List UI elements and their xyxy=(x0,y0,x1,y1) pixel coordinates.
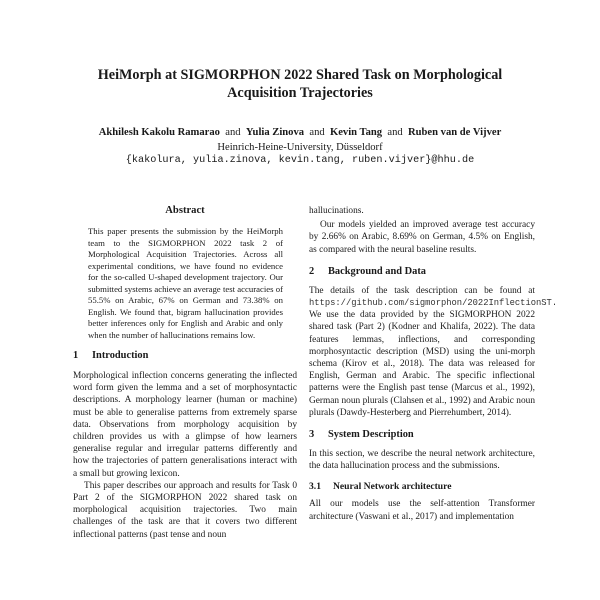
task-url-link[interactable]: https://github.com/sigmorphon/2022InflectionST. xyxy=(309,298,558,309)
author-name: Ruben van de Vijver xyxy=(407,127,502,138)
author-name: Akhilesh Kakolu Ramarao xyxy=(98,127,220,138)
abstract-text: This paper presents the submission by the HeiMorph team to the SIGMORPHON 2022 task 2 of Morphological Acquisition Trajectories. Across all experimental conditions, we have found no evidence for the so-called U-shaped development trajectory. Our submitted systems achieve an average test accuracies of 55.5% on Arabic, 67% on German and 73.38% on English. We found that, bigram hallucination provides better inferences only for English and Arabic and only when the number of hallucinations remains low. xyxy=(88,226,283,340)
section-number: 3 xyxy=(309,429,315,441)
background-text: We use the data provided by the SIGMORPHON 2022 shared task (Part 2) (Kodner and Khalifa, 2022). The data features lemmas, inflections, and corresponding morphosyntactic description (MSD) using the uni-morph schema (Kirov et al., 2018). The data was released for English, German and Arabic. The specific inflectional patterns were the English past tense (Marcus et al., 1992), German noun plurals (Clahsen et al., 1992) and Arabic noun plurals (Dawdy-Hesterberg and Pierrehumbert, 2014). xyxy=(309,310,535,418)
section-number: 2 xyxy=(309,265,315,277)
author-name: Kevin Tang xyxy=(329,127,383,138)
abstract-heading: Abstract xyxy=(165,205,205,216)
results-paragraph: Our models yielded an improved average test accuracy by 2.66% on Arabic, 8.69% on German, 4.5% on English, as compared with the neural baseline results. xyxy=(309,220,535,255)
paper-title xyxy=(60,66,540,102)
intro-paragraph-1: Morphological inflection concerns generating the inflected word form given the lemma and a set of morphosyntactic descriptions. A morphology learner (human or machine) must be able to generalise patterns from extremely sparse data. Observations from morphology acquisition by children provides us with a glimpse of how learners generalise regular and irregular patterns differently and how the trajectories of pattern generalisations interact with a small but growing lexicon. xyxy=(73,371,297,479)
section-title: System Description xyxy=(328,429,414,441)
title-line-2: Acquisition Trajectories xyxy=(227,85,373,101)
author-name: Yulia Zinova xyxy=(245,127,305,138)
section-title: Introduction xyxy=(92,350,149,361)
author-list xyxy=(40,125,560,140)
section-heading-system xyxy=(309,429,535,440)
subsection-number: 3.1 xyxy=(309,481,321,493)
system-paragraph: In this section, we describe the neural network architecture, the data hallucination process and the submissions. xyxy=(309,449,535,472)
title-line-1: HeiMorph at SIGMORPHON 2022 Shared Task on Morphological xyxy=(97,67,503,83)
author-separator: and xyxy=(387,127,403,138)
intro-paragraph-2: This paper describes our approach and results for Task 0 Part 2 of the SIGMORPHON 2022 shared task on morphological acquisition trajectories. Two main challenges of the task are that it covers two different inflectional patterns (past tense and noun xyxy=(73,480,297,540)
author-emails: {kakolura, yulia.zinova, kevin.tang, ruben.vijver}@hhu.de xyxy=(125,155,475,166)
subsection-title: Neural Network architecture xyxy=(333,481,452,493)
background-intro-text: The details of the task description can be found at xyxy=(309,285,535,296)
section-heading-background xyxy=(309,266,535,277)
left-column xyxy=(73,350,297,541)
right-column xyxy=(309,205,558,523)
background-paragraph xyxy=(309,285,558,419)
affiliation: Heinrich-Heine-University, Düsseldorf xyxy=(217,142,383,153)
section-number: 1 xyxy=(73,350,79,361)
subsection-heading-architecture xyxy=(309,481,535,492)
author-separator: and xyxy=(225,127,241,138)
continued-text: hallucinations. xyxy=(309,206,364,216)
author-separator: and xyxy=(309,127,325,138)
section-heading-introduction xyxy=(73,350,297,361)
architecture-paragraph: All our models use the self-attention Transformer architecture (Vaswani et al., 2017) and implementation xyxy=(309,499,535,522)
section-title: Background and Data xyxy=(328,265,426,277)
